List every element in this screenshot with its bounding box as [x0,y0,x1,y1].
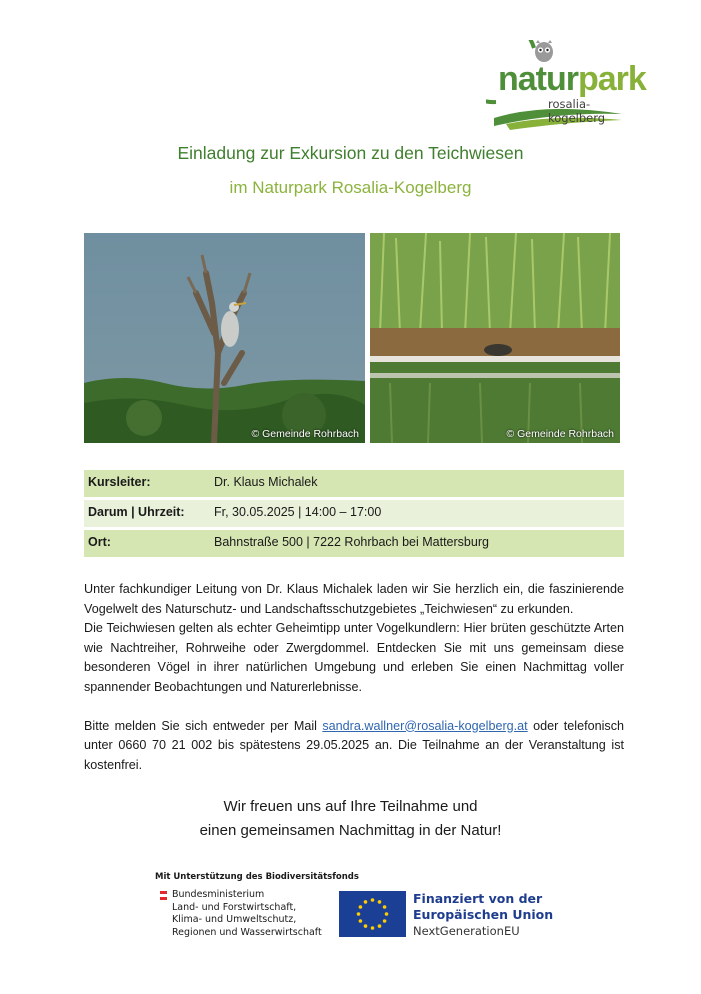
eu-flag-icon [339,891,406,937]
photo-credit: © Gemeinde Rohrbach [251,428,359,440]
page-title: Einladung zur Exkursion zu den Teichwiesen [177,143,524,163]
info-row-kursleiter [84,470,624,497]
photo-reeds [370,233,620,443]
eu-funding-text: Finanziert von der Europäischen Union NextGenerationEU [413,891,554,938]
info-label: Kursleiter: [88,475,151,489]
austria-flag-icon [160,891,167,900]
info-label: Ort: [88,535,111,549]
info-row-ort [84,530,624,557]
paragraph-intro: Unter fachkundiger Leitung von Dr. Klaus Michalek laden wir Sie herzlich ein, die faszinierende Vogelwelt des Naturschutz- und Landschaftsschutzgebietes „Teichwiesen“ zu erkunden. [84,582,624,616]
paragraph-registration: Bitte melden Sie sich entweder per Mail sandra.wallner@rosalia-kogelberg.at oder telefonisch unter 0660 70 21 002 bis spätestens 29.05.2025 an. Die Teilnahme an der Veranstaltung ist kostenfrei. [84,718,624,772]
ministry-name: Bundesministerium Land- und Forstwirtschaft, Klima- und Umweltschutz, Regionen und Wasserwirtschaft [172,889,322,938]
logo-wordmark: naturpark [498,60,646,98]
closing-line-1: Wir freuen uns auf Ihre Teilnahme und [223,798,478,815]
photo-heron [84,233,365,443]
info-value: Dr. Klaus Michalek [214,475,318,489]
closing-line-2: einen gemeinsamen Nachmittag in der Natur! [199,822,502,839]
info-label: Darum | Uhrzeit: [88,505,185,519]
closing-text [0,795,701,843]
info-value: Fr, 30.05.2025 | 14:00 – 17:00 [214,505,382,519]
info-row-datum [84,500,624,527]
photo-credit: © Gemeinde Rohrbach [506,428,614,440]
logo-subtitle: rosalia-kogelberg [548,97,606,125]
email-link[interactable]: sandra.wallner@rosalia-kogelberg.at [322,718,528,733]
support-title: Mit Unterstützung des Biodiversitätsfonds [155,872,359,882]
page-subtitle: im Naturpark Rosalia-Kogelberg [229,178,472,197]
body-text [84,580,624,775]
info-value: Bahnstraße 500 | 7222 Rohrbach bei Mattersburg [214,535,489,549]
owl-icon [535,40,553,62]
naturpark-logo [486,40,646,132]
paragraph-details: Die Teichwiesen gelten als echter Geheimtipp unter Vogelkundlern: Hier brüten geschützte Arten wie Nachtreiher, Rohrweihe oder Zwergdommel. Entdecken Sie mit uns gemeinsam diese besonderen Vögel in ihrer natürlichen Umgebung und erleben Sie einen Nachmittag voller spannender Beobachtungen und Naturerlebnisse. [84,621,624,694]
